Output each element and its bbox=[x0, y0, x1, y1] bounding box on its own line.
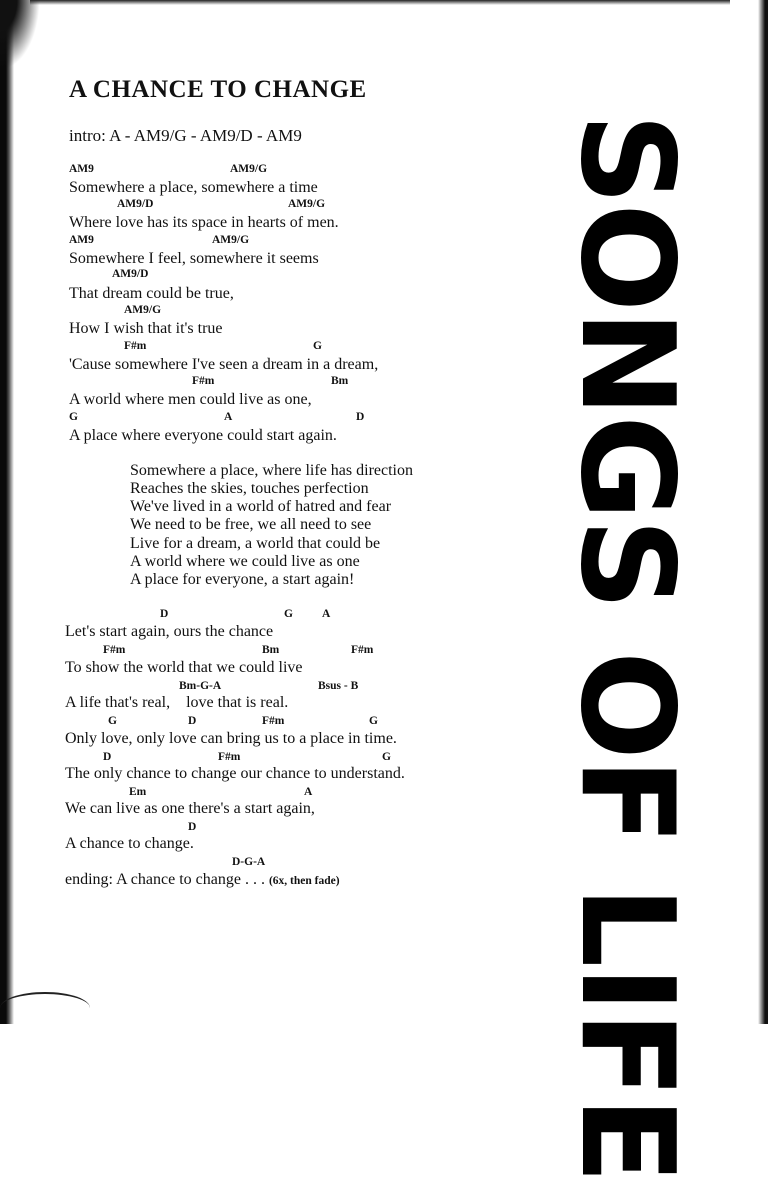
lyric-line: A chance to change. bbox=[65, 835, 194, 852]
lyric-line: Only love, only love can bring us to a place in time. bbox=[65, 730, 397, 747]
lyric-line: The only chance to change our chance to understand. bbox=[65, 765, 405, 782]
chord: Bm bbox=[331, 375, 349, 387]
ending-line bbox=[65, 871, 340, 889]
lyric-line: Somewhere I feel, somewhere it seems bbox=[69, 250, 319, 267]
chord: G bbox=[69, 411, 78, 423]
chord: F#m bbox=[262, 715, 285, 727]
scan-edge-right bbox=[758, 0, 768, 1024]
lyric-line: A place where everyone could start again. bbox=[69, 427, 337, 444]
lyric-line: Live for a dream, a world that could be bbox=[130, 535, 381, 552]
chord: Bm bbox=[262, 644, 280, 656]
chord: D bbox=[188, 715, 197, 727]
lyric-line: To show the world that we could live bbox=[65, 659, 303, 676]
scan-edge-bottom bbox=[0, 992, 90, 1024]
chord: G bbox=[382, 751, 391, 763]
chord: F#m bbox=[124, 340, 147, 352]
chord: AM9/G bbox=[124, 304, 162, 316]
chord: AM9/G bbox=[230, 163, 268, 175]
lyric-line: We can live as one there's a start again, bbox=[65, 800, 315, 817]
lyric-line: That dream could be true, bbox=[69, 285, 234, 302]
chord: G bbox=[313, 340, 322, 352]
chord: AM9/D bbox=[117, 198, 154, 210]
lyric-line: A world where men could live as one, bbox=[69, 391, 312, 408]
lyric-line: Let's start again, ours the chance bbox=[65, 623, 274, 640]
chord: G bbox=[369, 715, 378, 727]
ending-note: (6x, then fade) bbox=[268, 875, 340, 887]
chord: Em bbox=[129, 786, 147, 798]
chord: D bbox=[188, 821, 197, 833]
scan-edge-top bbox=[30, 0, 730, 5]
chord: A bbox=[322, 608, 331, 620]
chord: D-G-A bbox=[232, 856, 266, 868]
intro-chords: intro: A - AM9/G - AM9/D - AM9 bbox=[69, 126, 302, 145]
chord: D bbox=[160, 608, 169, 620]
chord: AM9 bbox=[69, 234, 94, 246]
lyric-line: A world where we could live as one bbox=[130, 553, 360, 570]
chord: F#m bbox=[192, 375, 215, 387]
lyric-line: How I wish that it's true bbox=[69, 320, 223, 337]
chord: F#m bbox=[351, 644, 374, 656]
lyric-line: 'Cause somewhere I've seen a dream in a dream, bbox=[69, 356, 379, 373]
chord: F#m bbox=[218, 751, 241, 763]
chord: AM9 bbox=[69, 163, 94, 175]
lyric-line: Somewhere a place, where life has direction bbox=[130, 462, 413, 479]
chord: A bbox=[304, 786, 313, 798]
scan-edge-left bbox=[0, 0, 14, 1024]
lyric-line: We've lived in a world of hatred and fear bbox=[130, 498, 392, 515]
chord: G bbox=[284, 608, 293, 620]
lyric-line: Reaches the skies, touches perfection bbox=[130, 480, 369, 497]
chord: AM9/G bbox=[288, 198, 326, 210]
scan-edge-corner bbox=[0, 0, 40, 70]
book-side-title: SONGS OF LIFE bbox=[552, 113, 701, 1182]
lyric-line: We need to be free, we all need to see bbox=[130, 516, 372, 533]
ending-lyric: ending: A chance to change . . . bbox=[65, 871, 269, 888]
lyric-line: A place for everyone, a start again! bbox=[130, 571, 355, 588]
lyric-line: A life that's real, love that is real. bbox=[65, 694, 289, 711]
chord: D bbox=[103, 751, 112, 763]
lyric-line: Where love has its space in hearts of men. bbox=[69, 214, 339, 231]
lyric-line: Somewhere a place, somewhere a time bbox=[69, 179, 318, 196]
chord: Bsus - B bbox=[318, 680, 359, 692]
chord: F#m bbox=[103, 644, 126, 656]
chord: A bbox=[224, 411, 233, 423]
chord: G bbox=[108, 715, 117, 727]
chord: Bm-G-A bbox=[179, 680, 222, 692]
chord: D bbox=[356, 411, 365, 423]
chord: AM9/D bbox=[112, 268, 149, 280]
chord: AM9/G bbox=[212, 234, 250, 246]
song-title: A CHANCE TO CHANGE bbox=[69, 76, 367, 103]
